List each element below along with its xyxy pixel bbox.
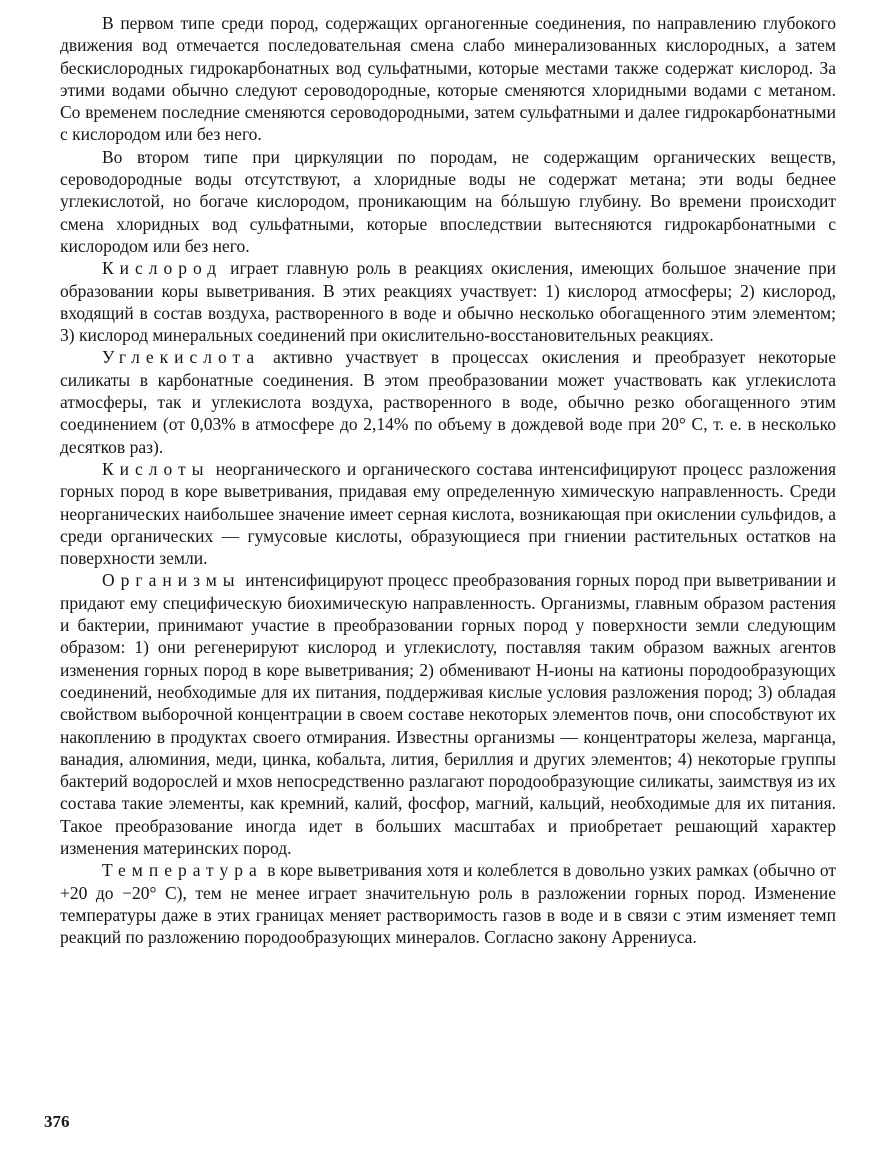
paragraph-text: неорганического и органического состава интенсифицируют процесс разложения горных пород в коре выветривания, придавая ему определенную химическую направленность. Среди неорганических наибольшее значение имеет серная кислота, возникающая при окислении сульфидов, а среди органических — гумусовые кислоты, образующиеся при гниении растительных остатков на поверхности земли. (60, 458, 836, 569)
paragraph-term: Температура (102, 860, 263, 881)
paragraph-text: интенсифицируют процесс преобразования горных пород при выветривании и придают ему специфическую биохимическую направленность. Организмы, главным образом растения и бактерии, принимают участие в преобразовании горных пород у поверхности земли следующим образом: 1) они регенерируют кислород и углекислоту, поставляя таким образом важных агентов изменения горных пород в коре выветривания; 2) обменивают Н-ионы на катионы породообразующих соединений, необходимые для их питания, поддерживая кислые условия разложения пород; 3) обладая свойством выборочной концентрации в своем составе некоторых элементов почв, они способствуют их накоплению в продуктах своего отмирания. Известны организмы — концентраторы железа, марганца, ванадия, алюминия, меди, цинка, кобальта, лития, бериллия и других элементов; 4) некоторые группы бактерий водорослей и мхов непосредственно разлагают породообразующие силикаты, заимствуя из их состава такие элементы, как кремний, калий, фосфор, магний, кальций, необходимые для их питания. Такое преобразование иногда идет в больших масштабах и приобретает решающий характер изменения материнских пород. (60, 570, 836, 858)
paragraph-acids (60, 458, 836, 569)
page-number: 376 (44, 1112, 70, 1131)
paragraph-term: Углекислота (102, 347, 261, 368)
paragraph-temperature (60, 859, 836, 948)
paragraph-term: Кислоты (102, 458, 210, 479)
paragraph-second-type (60, 146, 836, 257)
paragraph-text: Во втором типе при циркуляции по породам, не содержащим органических веществ, сероводородные воды отсутствуют, а хлоридные воды не содержат метана; эти воды беднее углекислотой, но богаче кислородом, проникающим на бóльшую глубину. Во времени происходит смена хлоридных вод сульфатными, которые впоследствии вытесняются гидрокарбонатными с кислородом или без него. (60, 146, 836, 256)
document-page (60, 12, 836, 948)
paragraph-text: активно участвует в процессах окисления и преобразует некоторые силикаты в карбонатные соединения. В этом преобразовании может участвовать как углекислота атмосферы, так и углекислота воздуха, растворенного в воде, обычно резко обогащенного этим соединением (от 0,03% в атмосфере до 2,14% по объему в дождевой воде при 20° С, т. е. в несколько десятков раз). (60, 347, 836, 457)
paragraph-text: в коре выветривания хотя и колеблется в довольно узких рамках (обычно от +20 до −20° С), тем не менее играет значительную роль в разложении горных пород. Изменение температуры даже в этих границах меняет растворимость газов в воде и в связи с этим изменяет темп реакций по разложению породообразующих минералов. Согласно закону Аррениуса. (60, 860, 836, 948)
paragraph-first-type (60, 12, 836, 146)
paragraph-organisms (60, 569, 836, 859)
paragraph-text: В первом типе среди пород, содержащих органогенные соединения, по направлению глубокого движения вод отмечается последовательная смена слабо минерализованных кислородных, а затем бескислородных гидрокарбонатных вод сульфатными, которые местами также содержат кислород. За этими водами обычно следуют сероводородные, которые сменяются хлоридными водами с метаном. Со временем последние сменяются сероводородными, затем сульфатными и далее гидрокарбонатными с кислородом или без него. (60, 13, 836, 145)
paragraph-term: Организмы (102, 570, 241, 591)
paragraph-term: Кислород (102, 258, 223, 279)
paragraph-oxygen (60, 257, 836, 346)
paragraph-carbonic-acid (60, 346, 836, 457)
paragraph-text: играет главную роль в реакциях окисления, имеющих большое значение при образовании коры выветривания. В этих реакциях участвует: 1) кислород атмосферы; 2) кислород, входящий в состав воздуха, растворенного в воде и обычно несколько обогащенного этим элементом; 3) кислород минеральных соединений при окислительно-восстановительных реакциях. (60, 258, 836, 346)
